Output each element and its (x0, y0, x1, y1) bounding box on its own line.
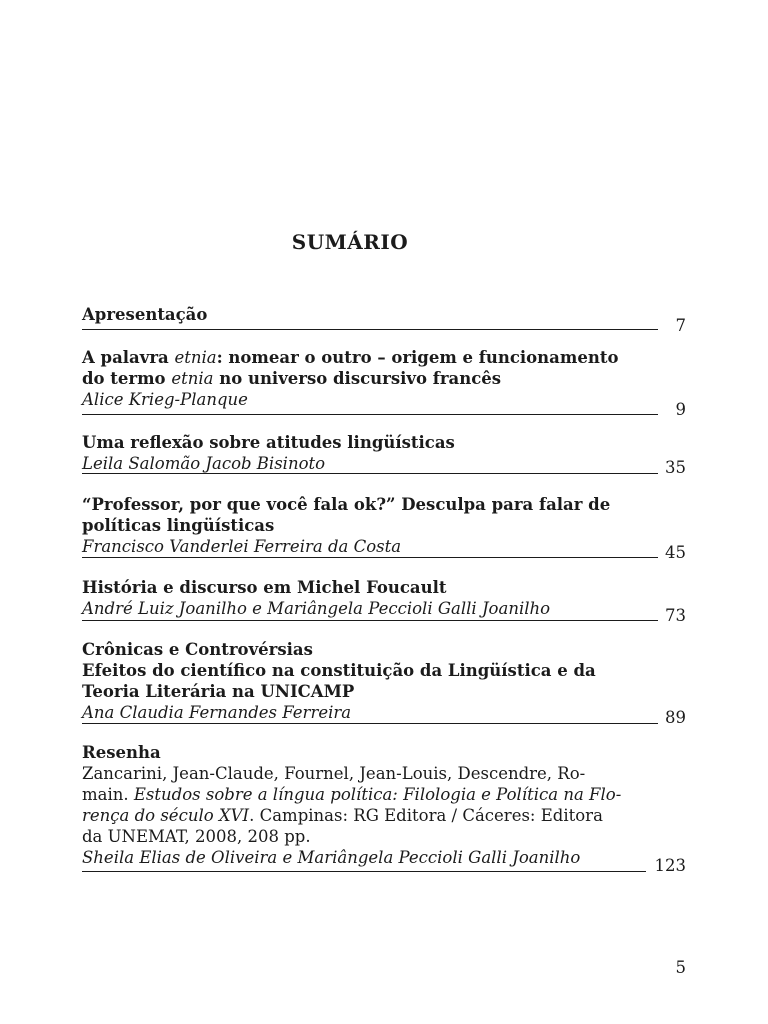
entry-page-number: 73 (665, 606, 686, 625)
entry-title-cont: do termo etnia no universo discursivo francês (82, 369, 502, 388)
toc-entry-cronicas[interactable] (82, 639, 658, 723)
toc-entry-resenha[interactable] (82, 742, 622, 868)
entry-author: André Luiz Joanilho e Mariângela Peccioli Galli Joanilho (82, 599, 551, 618)
entry-title: A palavra etnia: nomear o outro – origem e funcionamento (82, 348, 619, 367)
entry-title-cont: Teoria Literária na UNICAMP (82, 682, 355, 701)
entry-page-number: 9 (675, 400, 686, 419)
entry-page-number: 89 (665, 708, 686, 727)
toc-entry-professor[interactable] (82, 494, 658, 557)
entry-rule (82, 557, 658, 558)
toc-entry-atitudes[interactable] (82, 432, 658, 474)
entry-title: Resenha (82, 743, 161, 762)
entry-rule (82, 723, 658, 724)
entry-title-cont: Efeitos do científico na constituição da Lingüística e da (82, 661, 596, 680)
entry-title: Crônicas e Controvérsias (82, 640, 313, 659)
entry-page-number: 45 (665, 543, 686, 562)
entry-rule (82, 329, 658, 330)
entry-page-number: 123 (654, 856, 686, 875)
toc-entry-etnia[interactable] (82, 347, 658, 410)
entry-title: Apresentação (82, 305, 208, 324)
toc-entry-foucault[interactable] (82, 577, 658, 619)
entry-rule (82, 620, 658, 621)
entry-rule (82, 473, 658, 474)
entry-author: Alice Krieg-Planque (82, 390, 248, 409)
toc-entry-apresentacao[interactable] (82, 304, 658, 325)
entry-title: História e discurso em Michel Foucault (82, 578, 447, 597)
entry-rule (82, 414, 658, 415)
entry-title: Uma reflexão sobre atitudes lingüísticas (82, 433, 455, 452)
entry-author: Francisco Vanderlei Ferreira da Costa (82, 537, 402, 556)
entry-page-number: 7 (675, 316, 686, 335)
entry-rule (82, 871, 646, 872)
entry-title: “Professor, por que você fala ok?” Desculpa para falar de (82, 495, 611, 514)
page-title: SUMÁRIO (291, 230, 409, 254)
entry-reference: Zancarini, Jean-Claude, Fournel, Jean-Louis, Descendre, Ro- main. Estudos sobre a língua política: Filologia e Política na Flo- rença do século XVI. Campinas: RG Editora / Cáceres: Editora da UNEMAT, 2008, 208 pp. (82, 764, 622, 846)
entry-author: Leila Salomão Jacob Bisinoto (82, 454, 326, 473)
entry-title-cont: políticas lingüísticas (82, 516, 275, 535)
entry-page-number: 35 (665, 458, 686, 477)
page-folio-number: 5 (675, 958, 686, 977)
entry-author: Ana Claudia Fernandes Ferreira (82, 703, 352, 722)
entry-author: Sheila Elias de Oliveira e Mariângela Peccioli Galli Joanilho (82, 848, 581, 867)
